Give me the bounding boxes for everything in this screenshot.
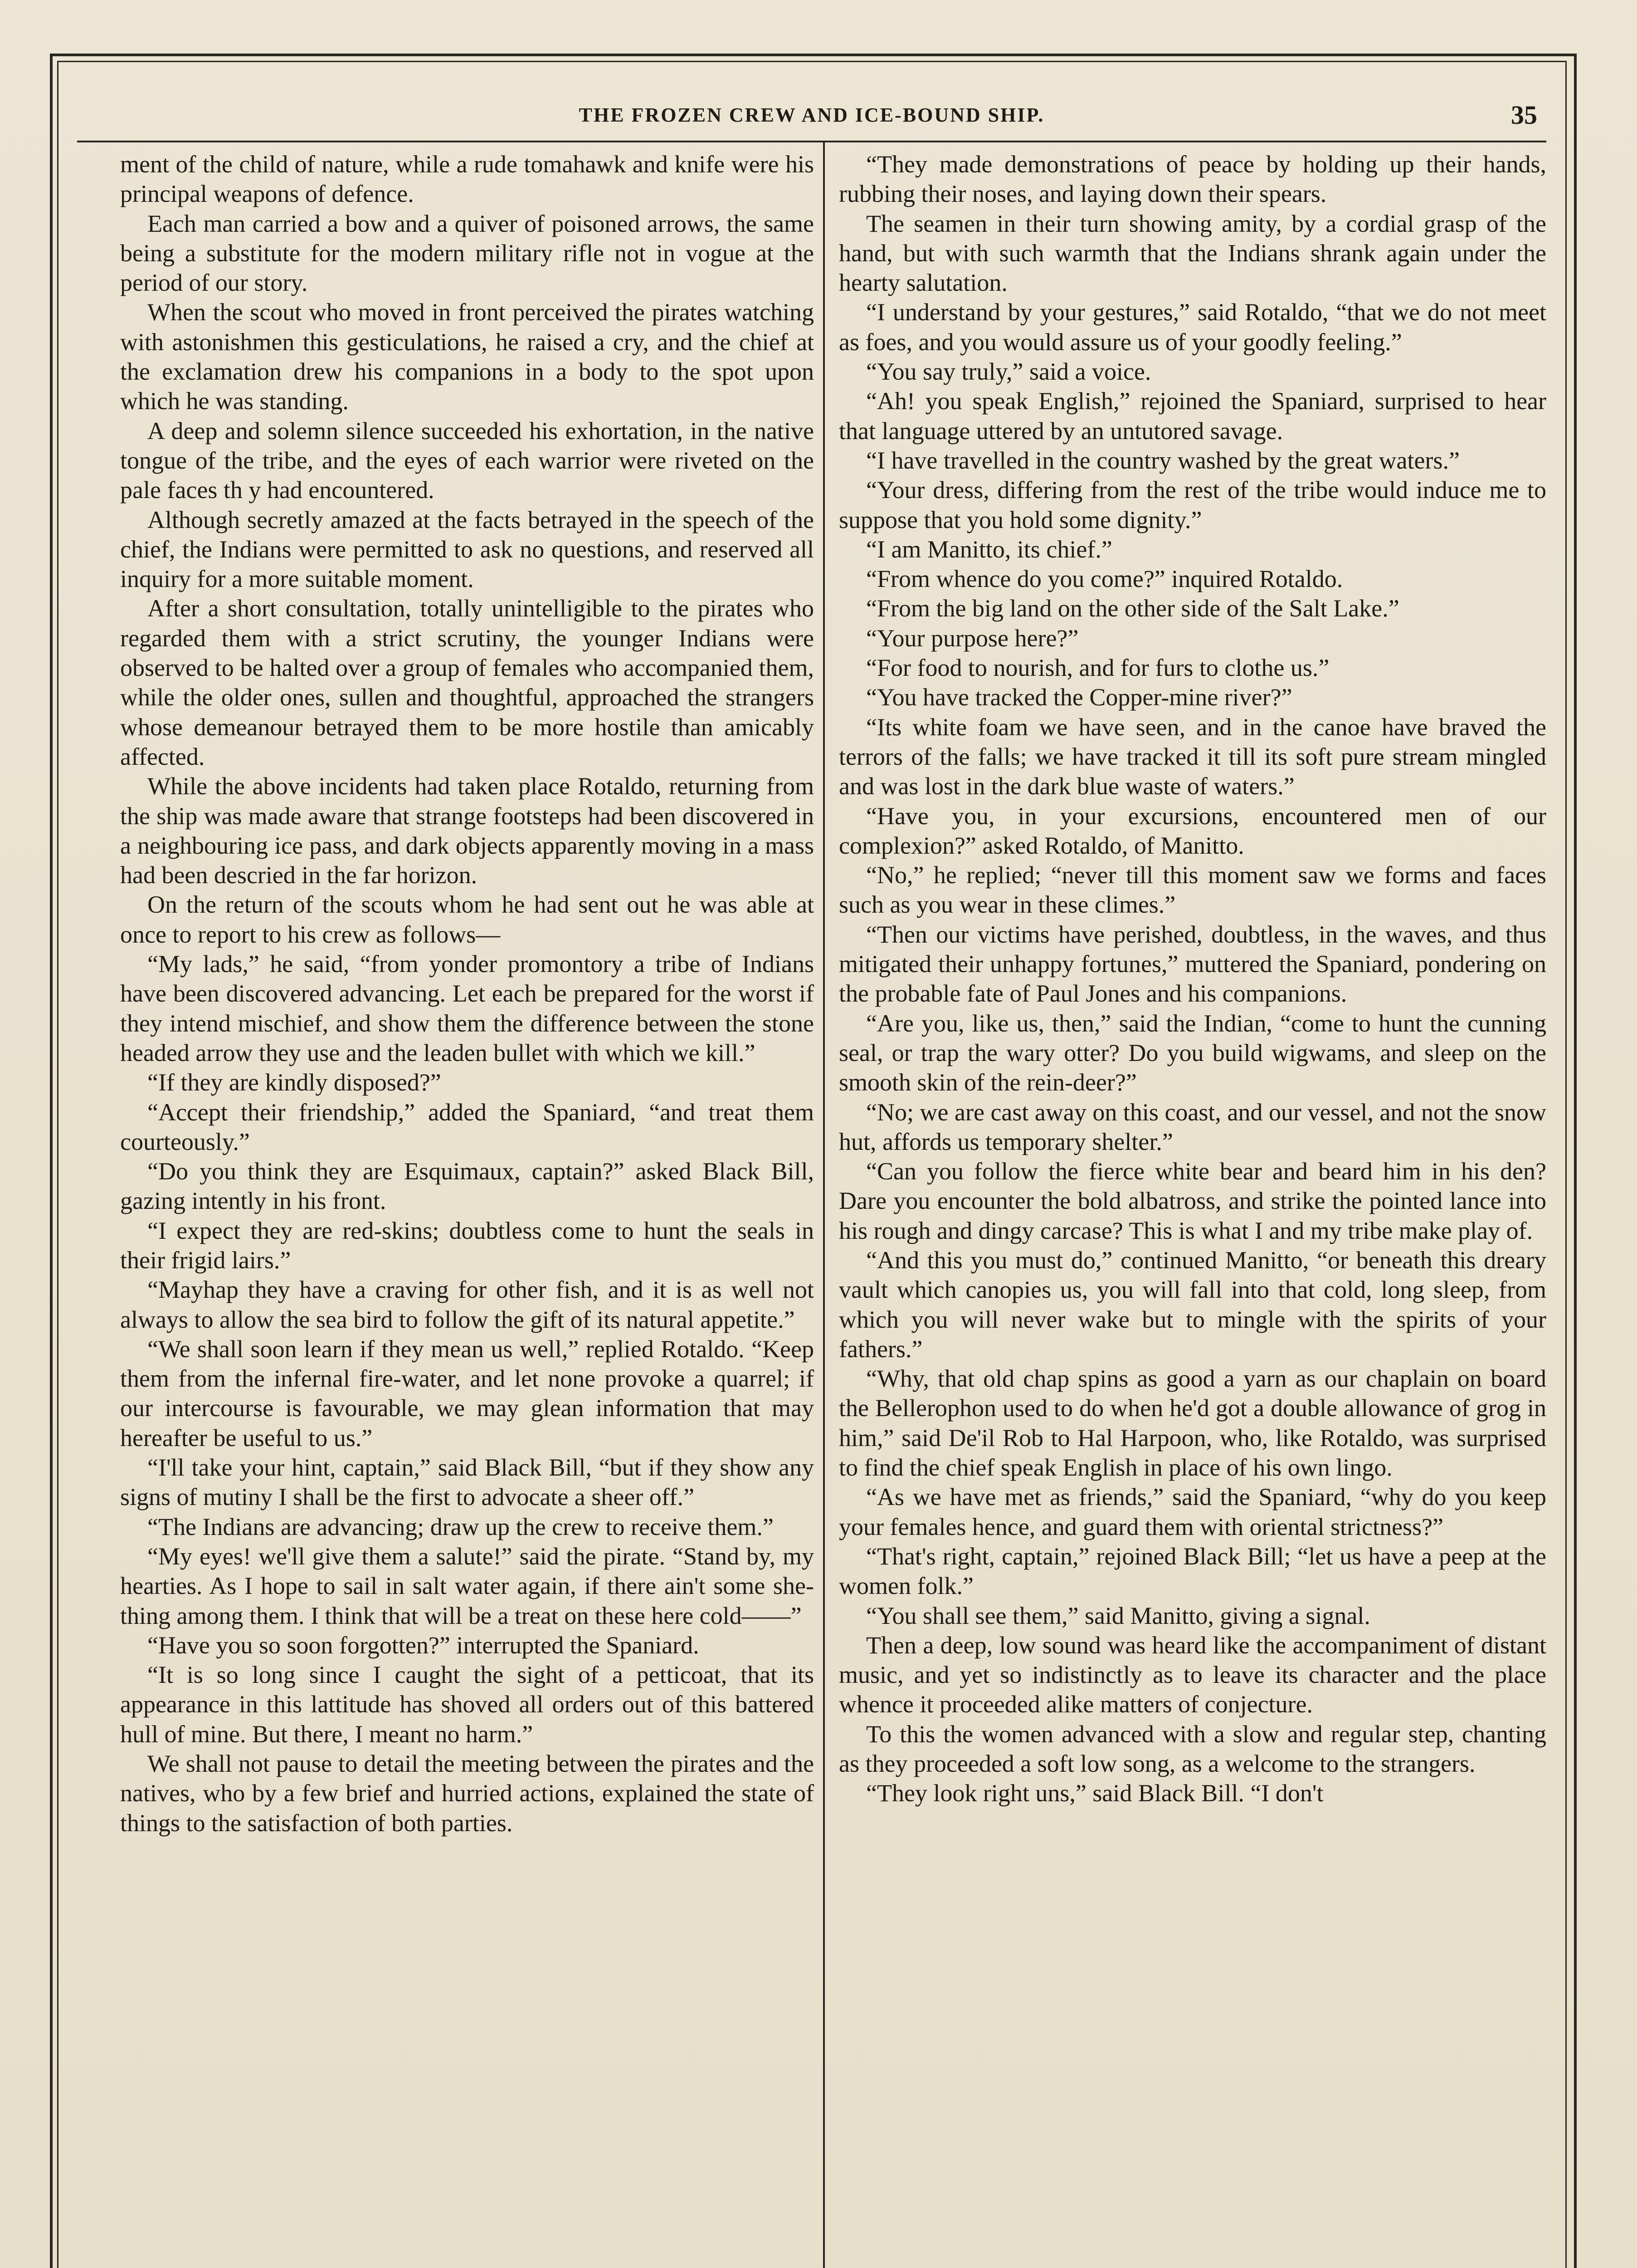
paragraph: “I understand by your gestures,” said Rotaldo, “that we do not meet as foes, and you would assure us of your goodly feeling.” xyxy=(839,298,1546,356)
paragraph: “My eyes! we'll give them a salute!” said the pirate. “Stand by, my hearties. As I hope to sail in salt water again, if there ain't some she-thing among them. I think that will be a treat on these here cold——” xyxy=(120,1542,814,1629)
paragraph: Each man carried a bow and a quiver of poisoned arrows, the same being a substitute for the modern military rifle not in vogue at the period of our story. xyxy=(120,210,814,297)
paragraph: ment of the child of nature, while a rude tomahawk and knife were his principal weapons of defence. xyxy=(120,151,814,208)
paragraph: “Mayhap they have a craving for other fish, and it is as well not always to allow the sea bird to follow the gift of its natural appetite.” xyxy=(120,1276,814,1333)
paragraph: “I expect they are red-skins; doubtless come to hunt the seals in their frigid lairs.” xyxy=(120,1217,814,1274)
paragraph: “For food to nourish, and for furs to clothe us.” xyxy=(866,654,1330,682)
page-number: 35 xyxy=(1511,100,1537,130)
paragraph: “You have tracked the Copper-mine river?” xyxy=(866,684,1292,711)
paragraph: “From the big land on the other side of the Salt Lake.” xyxy=(866,595,1399,622)
paragraph: After a short consultation, totally unintelligible to the pirates who regarded them with a strict scrutiny, the younger Indians were observed to be halted over a group of females who accompanied them, while the older ones, sullen and thoughtful, approached the strangers whose demeanour betrayed them to be more hostile than amicably affected. xyxy=(120,595,814,770)
paragraph: When the scout who moved in front perceived the pirates watching with astonishmen this gesticulations, he raised a cry, and the chief at the exclamation drew his companions in a body to the spot upon which he was standing. xyxy=(120,298,814,415)
paragraph: “My lads,” he said, “from yonder promontory a tribe of Indians have been discovered advancing. Let each be prepared for the worst if they intend mischief, and show them the difference between the stone headed arrow they use and the leaden bullet with which we kill.” xyxy=(120,950,814,1066)
paragraph: “Ah! you speak English,” rejoined the Spaniard, surprised to hear that language uttered by an untutored savage. xyxy=(839,387,1546,445)
paragraph: “You say truly,” said a voice. xyxy=(866,358,1151,386)
paragraph: “Accept their friendship,” added the Spaniard, “and treat them courteously.” xyxy=(120,1098,814,1155)
running-head xyxy=(77,100,1546,136)
header-rule xyxy=(77,141,1546,142)
right-column xyxy=(839,150,1546,2268)
paragraph: “Then our victims have perished, doubtless, in the waves, and thus mitigated their unhappy fortunes,” muttered the Spaniard, pondering on the probable fate of Paul Jones and his companions. xyxy=(839,920,1546,1007)
paragraph: “Your dress, differing from the rest of the tribe would induce me to suppose that you hold some dignity.” xyxy=(839,476,1546,533)
paragraph: We shall not pause to detail the meeting between the pirates and the natives, who by a few brief and hurried actions, explained the state of things to the satisfaction of both parties. xyxy=(120,1750,814,1837)
paragraph: “Can you follow the fierce white bear and beard him in his den? Dare you encounter the bold albatross, and strike the pointed lance into his rough and dingy carcase? This is what I and my tribe make play of. xyxy=(839,1158,1546,1244)
column-divider xyxy=(823,142,825,2268)
paragraph: “It is so long since I caught the sight of a petticoat, that its appearance in this lattitude has shoved all orders out of this battered hull of mine. But there, I meant no harm.” xyxy=(120,1661,814,1748)
paragraph: While the above incidents had taken place Rotaldo, returning from the ship was made aware that strange footsteps had been discovered in a neighbouring ice pass, and dark objects apparently moving in a mass had been descried in the far horizon. xyxy=(120,772,814,889)
paragraph: “Do you think they are Esquimaux, captain?” asked Black Bill, gazing intently in his front. xyxy=(120,1158,814,1215)
paragraph: “Your purpose here?” xyxy=(866,624,1079,652)
paragraph: “I'll take your hint, captain,” said Black Bill, “but if they show any signs of mutiny I shall be the first to advocate a sheer off.” xyxy=(120,1454,814,1511)
paragraph: “They look right uns,” said Black Bill. “I don't xyxy=(866,1779,1324,1807)
paragraph: On the return of the scouts whom he had sent out he was able at once to report to his crew as follows— xyxy=(120,891,814,948)
paragraph: “We shall soon learn if they mean us well,” replied Rotaldo. “Keep them from the infernal fire-water, and let none provoke a quarrel; if our intercourse is favourable, we may glean information that may hereafter be useful to us.” xyxy=(120,1335,814,1452)
paragraph: A deep and solemn silence succeeded his exhortation, in the native tongue of the tribe, and the eyes of each warrior were riveted on the pale faces th y had encountered. xyxy=(120,417,814,504)
paragraph: Although secretly amazed at the facts betrayed in the speech of the chief, the Indians were permitted to ask no questions, and reserved all inquiry for a more suitable moment. xyxy=(120,506,814,593)
paragraph: To this the women advanced with a slow and regular step, chanting as they proceeded a soft low song, as a welcome to the strangers. xyxy=(839,1720,1546,1778)
paragraph: “Have you so soon forgotten?” interrupted the Spaniard. xyxy=(147,1631,699,1659)
left-column xyxy=(120,150,814,2268)
paragraph: “I am Manitto, its chief.” xyxy=(866,535,1112,563)
paragraph: “No,” he replied; “never till this moment saw we forms and faces such as you wear in these climes.” xyxy=(839,861,1546,919)
paragraph: “The Indians are advancing; draw up the crew to receive them.” xyxy=(147,1513,774,1540)
paragraph: “Have you, in your excursions, encountered men of our complexion?” asked Rotaldo, of Manitto. xyxy=(839,802,1546,859)
paragraph: “You shall see them,” said Manitto, giving a signal. xyxy=(866,1602,1370,1629)
paragraph: “If they are kindly disposed?” xyxy=(147,1069,441,1096)
paragraph: “And this you must do,” continued Manitto, “or beneath this dreary vault which canopies us, you will fall into that cold, long sleep, from which you will never wake but to mingle with the spirits of your fathers.” xyxy=(839,1246,1546,1363)
paragraph: “I have travelled in the country washed by the great waters.” xyxy=(866,446,1460,474)
paragraph: “From whence do you come?” inquired Rotaldo. xyxy=(866,565,1343,593)
running-title: THE FROZEN CREW AND ICE-BOUND SHIP. xyxy=(579,104,1045,126)
paragraph: “No; we are cast away on this coast, and our vessel, and not the snow hut, affords us temporary shelter.” xyxy=(839,1098,1546,1155)
paragraph: “That's right, captain,” rejoined Black Bill; “let us have a peep at the women folk.” xyxy=(839,1542,1546,1600)
paragraph: “As we have met as friends,” said the Spaniard, “why do you keep your females hence, and guard them with oriental strictness?” xyxy=(839,1483,1546,1540)
paragraph: “Why, that old chap spins as good a yarn as our chaplain on board the Bellerophon used to do when he'd got a double allowance of grog in him,” said De'il Rob to Hal Harpoon, who, like Rotaldo, was surprised to find the chief speak English in place of his own lingo. xyxy=(839,1365,1546,1481)
paragraph: “Are you, like us, then,” said the Indian, “come to hunt the cunning seal, or trap the wary otter? Do you build wigwams, and sleep on the smooth skin of the rein-deer?” xyxy=(839,1009,1546,1096)
paragraph: “Its white foam we have seen, and in the canoe have braved the terrors of the falls; we have tracked it till its soft pure stream mingled and was lost in the dark blue waste of waters.” xyxy=(839,713,1546,800)
paragraph: Then a deep, low sound was heard like the accompaniment of distant music, and yet so indistinctly as to leave its character and the place whence it proceeded alike matters of conjecture. xyxy=(839,1631,1546,1718)
paragraph: The seamen in their turn showing amity, by a cordial grasp of the hand, but with such warmth that the Indians shrank again under the hearty salutation. xyxy=(839,210,1546,297)
paragraph: “They made demonstrations of peace by holding up their hands, rubbing their noses, and laying down their spears. xyxy=(839,151,1546,208)
